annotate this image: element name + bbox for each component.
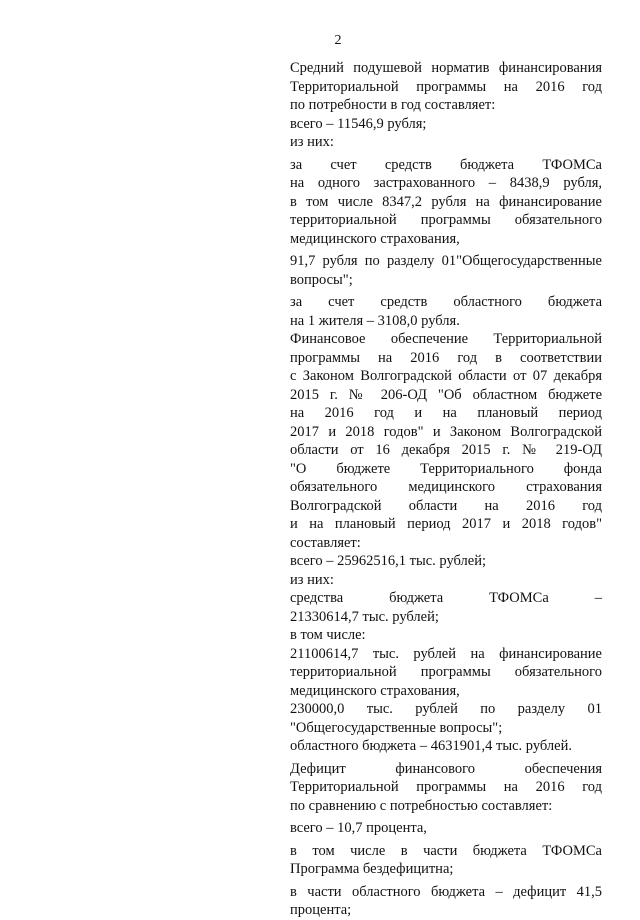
text-line: на 2016 год и на плановый период bbox=[290, 405, 602, 421]
text-line: медицинского страхования, bbox=[290, 682, 460, 699]
text-line: в части областного бюджета – дефицит 41,5 bbox=[290, 883, 602, 900]
text-line: из них: bbox=[290, 134, 334, 150]
text-line: Волгоградской области на 2016 год bbox=[290, 497, 602, 514]
text-line: всего – 25962516,1 тыс. рублей; bbox=[290, 553, 487, 569]
text-line: программы на 2016 год в соответствии bbox=[290, 349, 602, 366]
text-line: Территориальной программы на 2016 год bbox=[290, 779, 602, 795]
paragraph-p3 bbox=[290, 133, 602, 152]
text-line: территориальной программы обязательного bbox=[290, 664, 602, 680]
text-line: Территориальной программы на 2016 год bbox=[290, 78, 602, 95]
paragraph-p4 bbox=[290, 156, 602, 249]
text-line: в том числе 8347,2 рубля на финансирование bbox=[290, 193, 602, 210]
text-line: за счет средств бюджета ТФОМСа bbox=[290, 156, 602, 173]
text-line: территориальной программы обязательного bbox=[290, 212, 602, 228]
text-line: 21100614,7 тыс. рублей на финансирование bbox=[290, 645, 602, 662]
paragraph-p5 bbox=[290, 252, 602, 289]
text-line: обязательного медицинского страхования bbox=[290, 479, 602, 495]
text-line: Дефицит финансового обеспечения bbox=[290, 760, 602, 777]
paragraph-p12 bbox=[290, 645, 602, 701]
text-line: 21330614,7 тыс. рублей; bbox=[290, 608, 439, 625]
text-line: и на плановый период 2017 и 2018 годов" bbox=[290, 516, 602, 532]
paragraph-p7 bbox=[290, 330, 602, 552]
page-number: 2 bbox=[334, 33, 342, 48]
paragraph-p14 bbox=[290, 737, 602, 756]
paragraph-p17 bbox=[290, 842, 602, 879]
paragraph-p2 bbox=[290, 115, 602, 134]
text-line: Программа бездефицитна; bbox=[290, 861, 454, 877]
text-line: вопросы"; bbox=[290, 271, 353, 288]
paragraph-p13 bbox=[290, 700, 602, 737]
text-line: 230000,0 тыс. рублей по разделу 01 bbox=[290, 701, 602, 717]
text-line: за счет средств областного бюджета bbox=[290, 294, 602, 310]
text-line: средства бюджета ТФОМСа – bbox=[290, 590, 602, 606]
text-line: всего – 11546,9 рубля; bbox=[290, 115, 427, 132]
text-line: процента; bbox=[290, 902, 352, 918]
text-line: из них: bbox=[290, 571, 334, 588]
text-line: "О бюджете Территориального фонда bbox=[290, 460, 602, 477]
text-line: медицинского страхования, bbox=[290, 230, 460, 247]
text-line: области от 16 декабря 2015 г. № 219-ОД bbox=[290, 442, 602, 458]
paragraph-p10 bbox=[290, 589, 602, 626]
document-body bbox=[290, 59, 602, 920]
paragraph-p18 bbox=[290, 883, 602, 920]
text-line: в том числе в части бюджета ТФОМСа bbox=[290, 842, 602, 859]
text-line: 2015 г. № 206-ОД "Об областном бюджете bbox=[290, 386, 602, 403]
paragraph-p11 bbox=[290, 626, 602, 645]
text-line: на одного застрахованного – 8438,9 рубля, bbox=[290, 175, 602, 191]
paragraph-p1 bbox=[290, 59, 602, 115]
text-line: на 1 жителя – 3108,0 рубля. bbox=[290, 312, 460, 329]
text-line: в том числе: bbox=[290, 627, 366, 643]
text-line: Финансовое обеспечение Территориальной bbox=[290, 331, 602, 347]
paragraph-p16 bbox=[290, 819, 602, 838]
text-line: Средний подушевой норматив финансирования bbox=[290, 60, 602, 76]
text-line: с Законом Волгоградской области от 07 декабря bbox=[290, 368, 602, 384]
paragraph-p9 bbox=[290, 571, 602, 590]
text-line: по сравнению с потребностью составляет: bbox=[290, 797, 553, 814]
paragraph-p15 bbox=[290, 760, 602, 816]
text-line: областного бюджета – 4631901,4 тыс. рублей. bbox=[290, 738, 572, 754]
paragraph-p8 bbox=[290, 552, 602, 571]
text-line: по потребности в год составляет: bbox=[290, 97, 496, 113]
text-line: "Общегосударственные вопросы"; bbox=[290, 719, 503, 736]
text-line: 2017 и 2018 годов" и Законом Волгоградской bbox=[290, 423, 602, 440]
text-line: всего – 10,7 процента, bbox=[290, 820, 427, 836]
text-line: составляет: bbox=[290, 534, 361, 551]
paragraph-p6 bbox=[290, 293, 602, 330]
text-line: 91,7 рубля по разделу 01"Общегосударственные bbox=[290, 253, 602, 269]
